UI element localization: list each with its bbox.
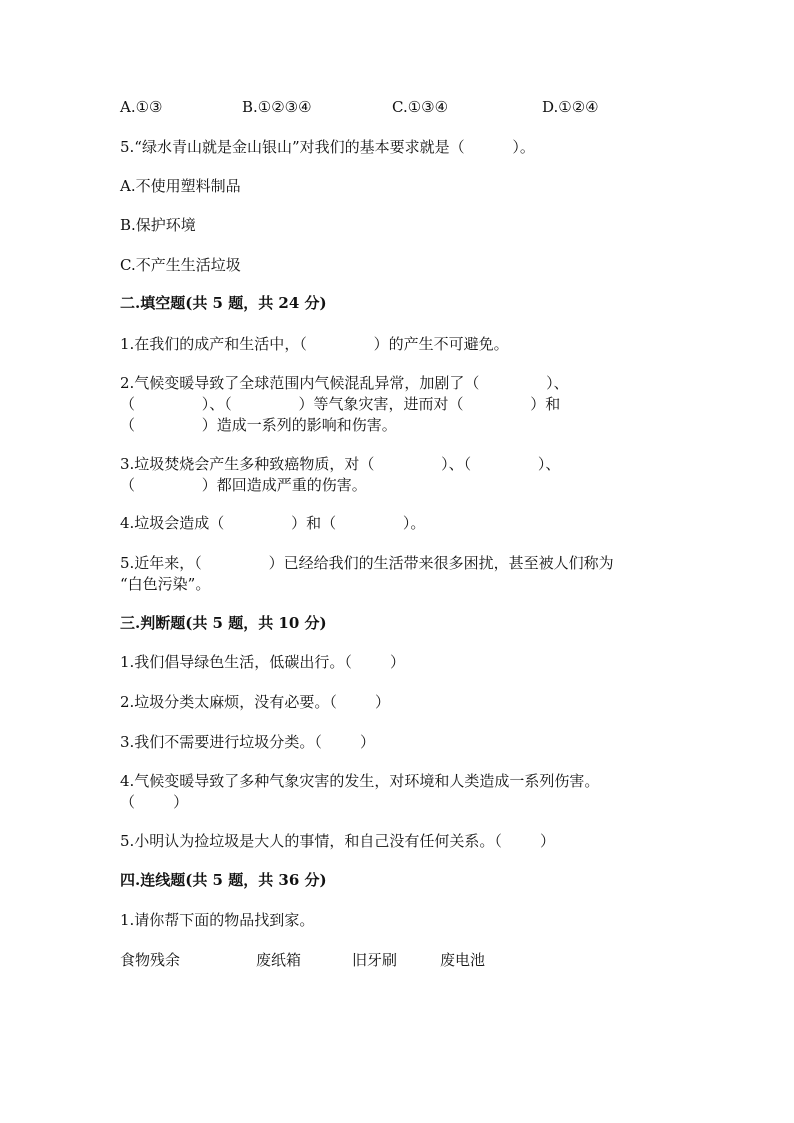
section2-heading: 二.填空题(共 5 题，共 24 分): [120, 294, 327, 312]
section3-q4-line1: 4.气候变暖导致了多种气象灾害的发生，对环境和人类造成一系列伤害。: [120, 772, 600, 790]
q4-option-b: B.①②③④: [242, 98, 312, 116]
section2-q2-line1: 2.气候变暖导致了全球范围内气候混乱异常，加剧了（ ）、: [120, 374, 569, 392]
section2-q2-line2: （ ）、（ ）等气象灾害，进而对（ ）和: [120, 395, 561, 413]
q5-option-a: A.不使用塑料制品: [120, 177, 241, 195]
match-item-food-waste: 食物残余: [120, 951, 181, 969]
section3-q1: 1.我们倡导绿色生活，低碳出行。（ ）: [120, 653, 405, 671]
section2-q3-line2: （ ）都回造成严重的伤害。: [120, 476, 367, 494]
section3-heading: 三.判断题(共 5 题，共 10 分): [120, 614, 327, 632]
section3-q4-line2: （ ）: [120, 793, 189, 811]
section4-heading: 四.连线题(共 5 题，共 36 分): [120, 871, 327, 889]
q4-option-d: D.①②④: [542, 98, 599, 116]
q4-option-c: C.①③④: [392, 98, 449, 116]
q5-option-b: B.保护环境: [120, 216, 196, 234]
section2-q2-line3: （ ）造成一系列的影响和伤害。: [120, 416, 397, 434]
q5-option-c: C.不产生生活垃圾: [120, 256, 241, 274]
match-item-cardboard: 废纸箱: [256, 951, 302, 969]
section2-q4: 4.垃圾会造成（ ）和（ ）。: [120, 514, 426, 532]
section4-q1: 1.请你帮下面的物品找到家。: [120, 911, 315, 929]
q5-stem: 5.“绿水青山就是金山银山”对我们的基本要求就是（ ）。: [120, 138, 535, 156]
section3-q3: 3.我们不需要进行垃圾分类。（ ）: [120, 733, 375, 751]
section3-q5: 5.小明认为捡垃圾是大人的事情，和自己没有任何关系。（ ）: [120, 832, 555, 850]
section3-q2: 2.垃圾分类太麻烦，没有必要。（ ）: [120, 693, 390, 711]
q4-option-a: A.①③: [120, 98, 163, 116]
match-item-battery: 废电池: [440, 951, 486, 969]
section2-q1: 1.在我们的成产和生活中，（ ）的产生不可避免。: [120, 335, 509, 353]
section2-q5-line1: 5.近年来，（ ）已经给我们的生活带来很多困扰，甚至被人们称为: [120, 554, 614, 572]
section2-q3-line1: 3.垃圾焚烧会产生多种致癌物质，对（ ）、（ ）、: [120, 455, 561, 473]
section2-q5-line2: “白色污染”。: [120, 575, 211, 593]
match-item-toothbrush: 旧牙刷: [352, 951, 398, 969]
